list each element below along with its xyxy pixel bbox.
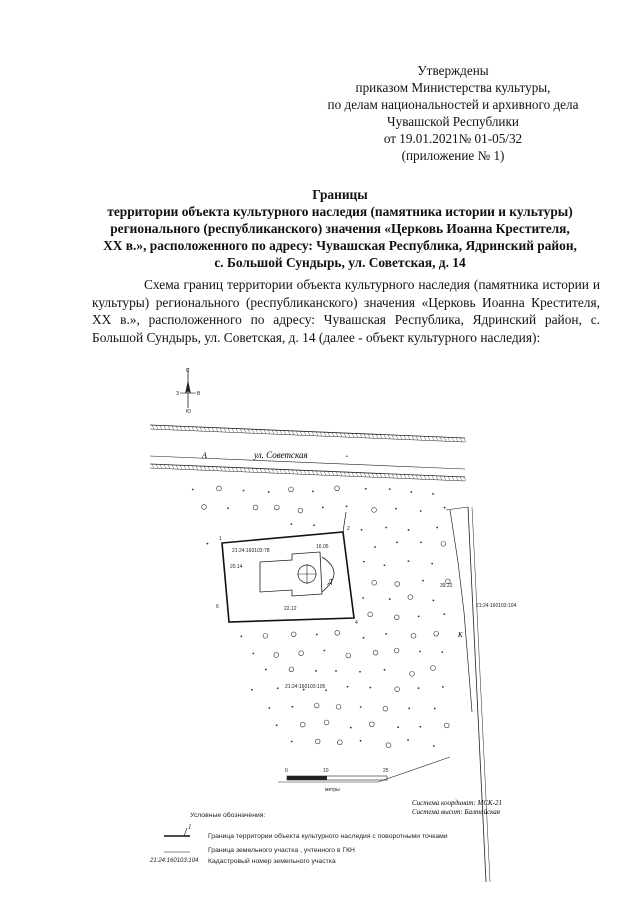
tree-marker [289,667,294,672]
ground-dot [265,669,267,671]
tree-marker [336,704,341,709]
approval-line: приказом Министерства культуры, [355,80,551,95]
ground-dot [419,651,421,653]
point-label: 6 [216,604,219,610]
tree-marker [431,666,436,671]
tree-marker [253,505,258,510]
ground-dot [408,707,410,709]
approval-line: (приложение № 1) [401,148,505,163]
compass-east: В [197,391,201,397]
legend [150,812,480,872]
tree-marker [434,631,439,636]
ground-dot [396,541,398,543]
scale-tick: 25 [383,768,389,774]
tree-marker [315,739,320,744]
tree-marker [383,706,388,711]
ground-dot [350,727,352,729]
ground-dot [276,724,278,726]
point-label: 4 [355,620,358,626]
ground-dot [408,560,410,562]
legend-item-parcel: Граница земельного участка , учтенного в ГКН [208,847,355,854]
ground-dot [227,507,229,509]
tree-marker [373,650,378,655]
ground-dot [360,740,362,742]
ground-dot [374,546,376,548]
scale-unit: метры [325,787,340,793]
scale-tick: 10 [323,768,329,774]
legend-item-cadastral: Кадастровый номер земельного участка [208,858,336,865]
road-letter-a: А [202,451,207,460]
ground-dot [362,597,364,599]
ground-dot [420,510,422,512]
approval-line: по делам национальностей и архивного дела [327,97,579,112]
ground-dot [316,634,318,636]
legend-cadastral-sample: 21:24:160103:104 [150,858,199,864]
tree-marker [394,615,399,620]
ground-dot [346,505,348,507]
tree-marker [394,648,399,653]
tree-marker [335,630,340,635]
title-line: XX в.», расположенного по адресу: Чувашская Республика, Ядринский район, [103,238,577,253]
legend-marker-number: 1 [188,824,192,831]
ground-dot [252,653,254,655]
scheme-drawing [150,362,517,872]
ground-dot [361,529,363,531]
ground-dot [268,491,270,493]
ground-dot [323,650,325,652]
ground-dot [389,488,391,490]
scale-bar [285,768,389,793]
ground-dot [290,523,292,525]
ground-dot [312,490,314,492]
street-label: ул. Советская [254,450,308,460]
ground-dot [335,670,337,672]
ground-dot [431,563,433,565]
letter-k: К [458,631,463,639]
letter-d: Д [328,578,333,586]
tree-marker [337,740,342,745]
ground-dot [422,580,424,582]
tree-marker [335,486,340,491]
ground-dot [441,651,443,653]
ground-dot [360,706,362,708]
compass-south: Ю [186,409,192,415]
ground-dot [407,739,409,741]
dimension-label: 20.14 [230,564,243,570]
ground-dot [436,527,438,529]
ground-dot [268,707,270,709]
ground-dot [347,686,349,688]
tree-marker [202,505,207,510]
ground-dot [206,543,208,545]
ground-dot [192,489,194,491]
tree-marker [369,722,374,727]
tree-marker [372,580,377,585]
ground-dot [433,745,435,747]
coord-system: Система координат: МСК-21 [412,799,503,807]
ground-dot [418,616,420,618]
heritage-territory-boundary [216,512,453,626]
ground-dot [313,524,315,526]
point-label: 1 [219,536,222,542]
ground-dot [315,670,317,672]
tree-marker [386,743,391,748]
tree-marker [289,487,294,492]
title-line: регионального (республиканского) значения «Церковь Иоанна Крестителя, [110,221,570,236]
ground-dot [363,561,365,563]
point-label: 2 [347,526,350,532]
tree-marker [274,653,279,658]
document-title [60,186,620,271]
ground-dot [444,507,446,509]
parcel-east-label: 21:24:160103:104 [476,603,517,609]
ground-dot [385,633,387,635]
ground-dot [363,637,365,639]
approval-line: Чувашской Республики [387,114,519,129]
tree-marker [411,633,416,638]
ground-dot [277,687,279,689]
tree-marker [324,720,329,725]
ground-dot [419,726,421,728]
ground-dot [442,686,444,688]
ground-dot [434,708,436,710]
approval-line: Утверждены [417,63,489,78]
tree-marker [298,508,303,513]
tree-marker [291,632,296,637]
ground-dot [397,726,399,728]
ground-dot [365,488,367,490]
ground-dot [395,508,397,510]
ground-dot [240,635,242,637]
title-line: с. Большой Сундырь, ул. Советская, д. 14 [214,255,466,270]
dimension-label: 39.22 [440,583,453,589]
tree-marker [395,582,400,587]
compass-rose [176,368,201,415]
vegetation-markers [192,486,450,748]
approval-block [313,62,593,164]
tree-marker [274,505,279,510]
ground-dot [384,564,386,566]
ground-dot [251,689,253,691]
legend-item-boundary: Граница территории объекта культурного наследия с поворотными точками [208,833,448,840]
ground-dot [384,669,386,671]
parcel-south-label: 21:24:160103:105 [285,684,326,690]
tree-marker [299,651,304,656]
dimension-label: 16.05 [316,544,329,550]
street-road [150,425,466,481]
ground-dot [291,741,293,743]
title-line: территории объекта культурного наследия (памятника истории и культуры) [107,204,573,219]
ground-dot [408,529,410,531]
compass-west: З [176,391,180,397]
title-line: Границы [312,187,368,202]
ground-dot [369,687,371,689]
ground-dot [322,506,324,508]
boundary-scheme [150,362,517,872]
tree-marker [372,507,377,512]
height-system: Система высот: Балтийская [412,808,501,816]
parcel-main-label: 21:24:160103:78 [232,548,270,554]
ground-dot [389,598,391,600]
ground-dot [443,613,445,615]
ground-dot [359,671,361,673]
scheme-description: Схема границ территории объекта культурного наследия (памятника истории и культуры) регионального (республиканского) значения «Церковь Иоанна Крестителя, XX в.», расположенного по адресу: Чувашская Республика, Ядринский район, с. Большой Сундырь, ул. Советская, д. 14 (далее - объект культурного наследия): [92,277,600,345]
ground-dot [418,687,420,689]
ground-dot [432,600,434,602]
tree-marker [410,671,415,676]
ground-dot [243,490,245,492]
legend-title: Условные обозначения: [190,812,266,819]
tree-marker [395,687,400,692]
tree-marker [441,541,446,546]
tree-marker [217,486,222,491]
dimension-label: 22.12 [284,606,297,612]
compass-north: С [186,368,190,374]
ground-dot [292,706,294,708]
tree-marker [408,595,413,600]
tree-marker [346,653,351,658]
ground-dot [432,493,434,495]
ground-dot [325,689,327,691]
tree-marker [300,722,305,727]
tree-marker [368,612,373,617]
tree-marker [314,703,319,708]
svg-text:•: • [346,454,348,460]
ground-dot [410,491,412,493]
scale-tick: 0 [285,768,288,774]
tree-marker [444,723,449,728]
ground-dot [420,541,422,543]
approval-line: от 19.01.2021№ 01-05/32 [383,131,523,146]
ground-dot [385,527,387,529]
tree-marker [263,633,268,638]
